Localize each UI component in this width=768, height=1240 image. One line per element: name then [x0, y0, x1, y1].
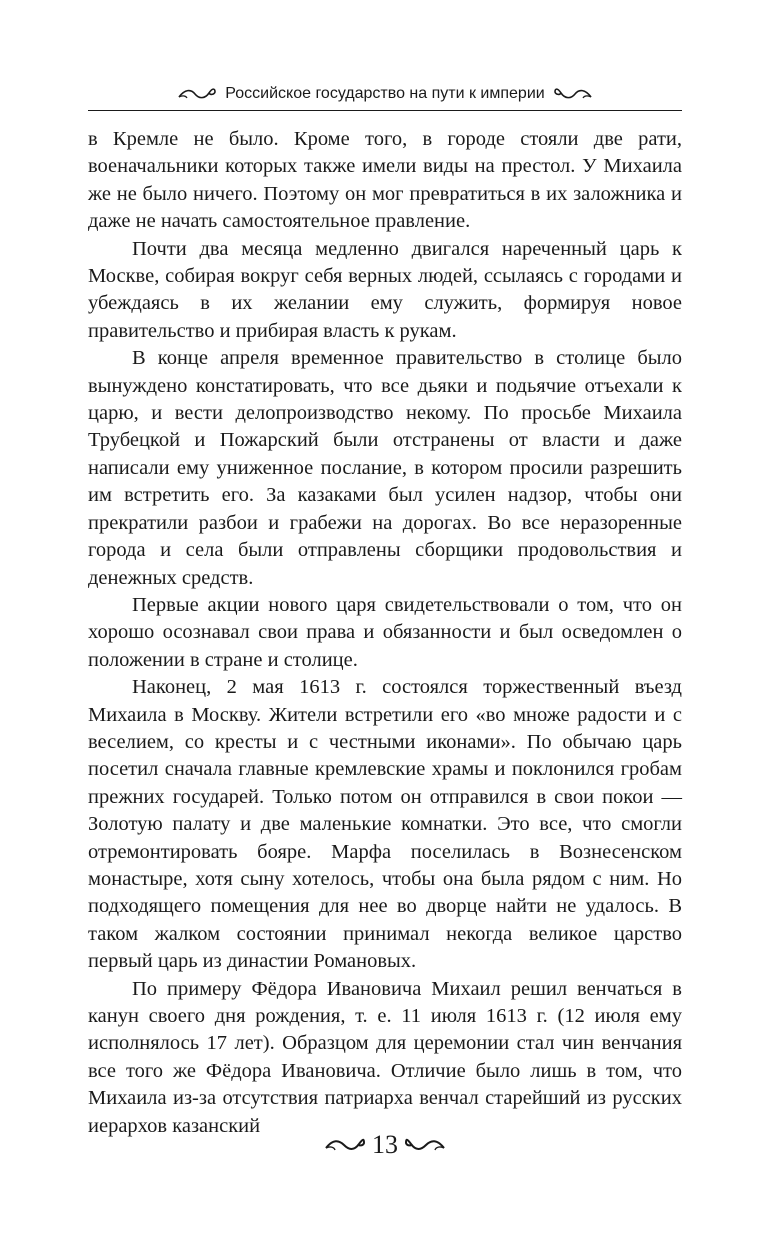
body-text [88, 126, 682, 1140]
paragraph-4: Первые акции нового царя свидетельствовали о том, что он хорошо осознавал свои права и обязанности и был осведомлен о положении в стране и столице. [88, 593, 682, 671]
running-title: Российское государство на пути к империи [225, 85, 545, 102]
paragraph-5: Наконец, 2 мая 1613 г. состоялся торжественный въезд Михаила в Москву. Жители встретили его «во множе радости и с веселием, со кресты и с честными иконами». По обычаю царь посетил сначала главные кремлевские храмы и поклонился гробам прежних государей. Только потом он отправился в свои покои — Золотую палату и две маленькие комнатки. Это все, что смогли отремонтировать бояре. Марфа поселилась в Вознесенском монастыре, хотя сыну хотелось, чтобы она была рядом с ним. Но подходящего помещения для нее во дворце найти не удалось. В таком жалком состоянии принимал некогда великое царство первый царь из династии Романовых. [88, 676, 682, 973]
page-number: 13 [372, 1130, 398, 1159]
paragraph-1: в Кремле не было. Кроме того, в городе стояли две рати, военачальники которых также имели виды на престол. У Михаила же не было ничего. Поэтому он мог превратиться в их заложника и даже не начать самостоятельное правление. [88, 128, 682, 233]
page-footer [88, 1125, 682, 1165]
swash-ornament-icon [177, 87, 217, 101]
paragraph-6: По примеру Фёдора Ивановича Михаил решил венчаться в канун своего дня рождения, т. е. 11 июля 1613 г. (12 июля ему исполнялось 17 лет). Образцом для церемонии стал чин венчания все того же Фёдора Ивановича. Отличие было лишь в том, что Михаила из-за отсутствия патриарха венчал старейший из русских иерархов казанский [88, 977, 682, 1137]
running-header [88, 80, 682, 108]
swash-ornament-icon [404, 1137, 446, 1153]
paragraph-3: В конце апреля временное правительство в столице было вынуждено констатировать, что все дьяки и подьячие отъехали к царю, и вести делопроизводство некому. По просьбе Михаила Трубецкой и Пожарский были отстранены от власти и даже написали ему униженное послание, в котором просили разрешить им встретить его. За казаками был усилен надзор, чтобы они прекратили разбои и грабежи на дорогах. Во все неразоренные города и села были отправлены сборщики продовольствия и денежных средств. [88, 347, 682, 589]
swash-ornament-icon [553, 87, 593, 101]
header-rule [88, 110, 682, 111]
swash-ornament-icon [324, 1137, 366, 1153]
paragraph-2: Почти два месяца медленно двигался нареченный царь к Москве, собирая вокруг себя верных людей, ссылаясь с городами и убеждаясь в их желании ему служить, формируя новое правительство и прибирая власть к рукам. [88, 237, 682, 342]
